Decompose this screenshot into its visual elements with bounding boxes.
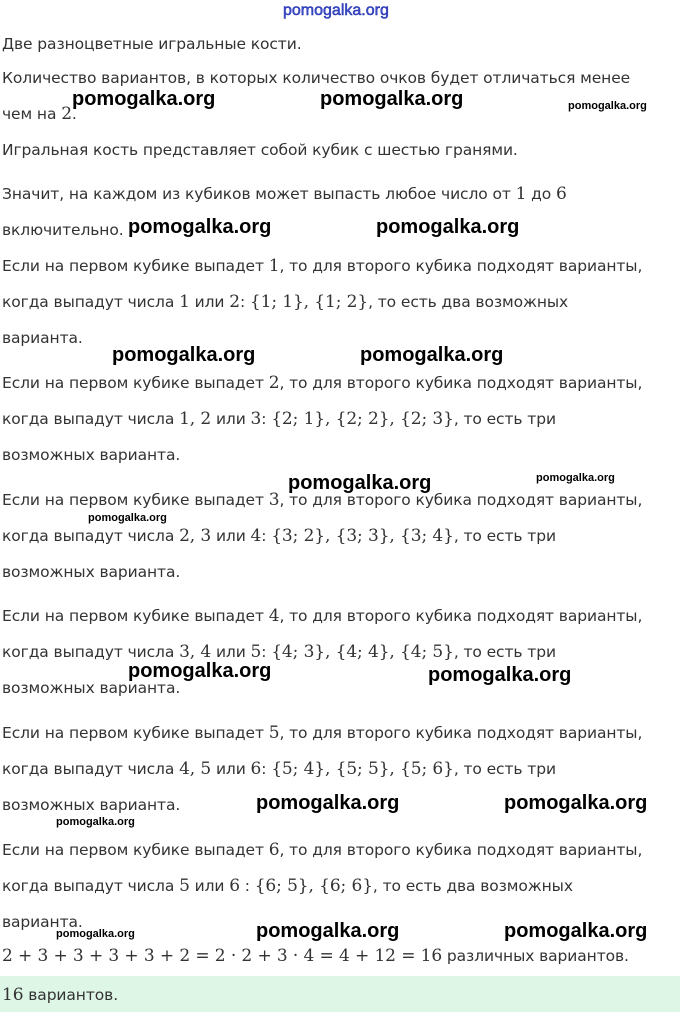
solution-line-5: Значит, на каждом из кубиков может выпасть любое число от 1 до 6 (2, 184, 567, 204)
task-line-2: Количество вариантов, в которых количество очков будет отличаться менее (2, 69, 631, 87)
solution-line-6: включительно. (2, 221, 124, 239)
case-5-line-2: когда выпадут числа 4, 5 или 6: {5; 4}, {5; 5}, {5; 6}, то есть три (2, 759, 556, 779)
watermark: pomogalka.org (88, 512, 167, 524)
case-6-line-2: когда выпадут числа 5 или 6 : {6; 5}, {6; 6}, то есть два возможных (2, 876, 573, 896)
watermark: pomogalka.org (428, 664, 572, 686)
watermark: pomogalka.org (128, 216, 272, 238)
watermark: pomogalka.org (376, 216, 520, 238)
case-5-line-1: Если на первом кубике выпадет 5, то для второго кубика подходят варианты, (2, 723, 643, 743)
watermark: pomogalka.org (56, 928, 135, 940)
sum-equation: 2 + 3 + 3 + 3 + 3 + 2 = 2 · 2 + 3 · 4 = 4 + 12 = 16 различных вариантов. (2, 946, 629, 966)
case-5-line-3: возможных варианта. (2, 796, 181, 814)
case-3-line-1: Если на первом кубике выпадет 3, то для второго кубика подходят варианты, (2, 490, 643, 510)
watermark: pomogalka.org (256, 792, 400, 814)
task-line-1: Две разноцветные игральные кости. (2, 35, 302, 53)
watermark: pomogalka.org (56, 816, 135, 828)
answer-text: 16 вариантов. (2, 985, 119, 1005)
case-4-line-2: когда выпадут числа 3, 4 или 5: {4; 3}, {4; 4}, {4; 5}, то есть три (2, 642, 556, 662)
watermark: pomogalka.org (128, 660, 272, 682)
solution-line-4: Игральная кость представляет собой кубик с шестью гранями. (2, 141, 518, 159)
case-1-line-1: Если на первом кубике выпадет 1, то для второго кубика подходят варианты, (2, 256, 643, 276)
case-2-line-1: Если на первом кубике выпадет 2, то для второго кубика подходят варианты, (2, 373, 643, 393)
watermark: pomogalka.org (112, 344, 256, 366)
site-logo: pomogalka.org (283, 2, 389, 19)
case-4-line-1: Если на первом кубике выпадет 4, то для второго кубика подходят варианты, (2, 606, 643, 626)
case-2-line-2: когда выпадут числа 1, 2 или 3: {2; 1}, {2; 2}, {2; 3}, то есть три (2, 409, 556, 429)
case-2-line-3: возможных варианта. (2, 446, 181, 464)
answer-box (0, 976, 680, 1012)
watermark: pomogalka.org (72, 88, 216, 110)
task-line-3: чем на 2. (2, 104, 77, 124)
case-6-line-1: Если на первом кубике выпадет 6, то для второго кубика подходят варианты, (2, 840, 643, 860)
watermark: pomogalka.org (504, 920, 648, 942)
case-3-line-3: возможных варианта. (2, 563, 181, 581)
watermark: pomogalka.org (256, 920, 400, 942)
case-1-line-2: когда выпадут числа 1 или 2: {1; 1}, {1; 2}, то есть два возможных (2, 292, 569, 312)
watermark: pomogalka.org (320, 88, 464, 110)
watermark: pomogalka.org (504, 792, 648, 814)
watermark: pomogalka.org (288, 472, 432, 494)
case-1-line-3: варианта. (2, 329, 83, 347)
watermark: pomogalka.org (568, 100, 647, 112)
watermark: pomogalka.org (536, 472, 615, 484)
case-3-line-2: когда выпадут числа 2, 3 или 4: {3; 2}, {3; 3}, {3; 4}, то есть три (2, 526, 556, 546)
case-6-line-3: варианта. (2, 913, 83, 931)
case-4-line-3: возможных варианта. (2, 679, 181, 697)
watermark: pomogalka.org (360, 344, 504, 366)
